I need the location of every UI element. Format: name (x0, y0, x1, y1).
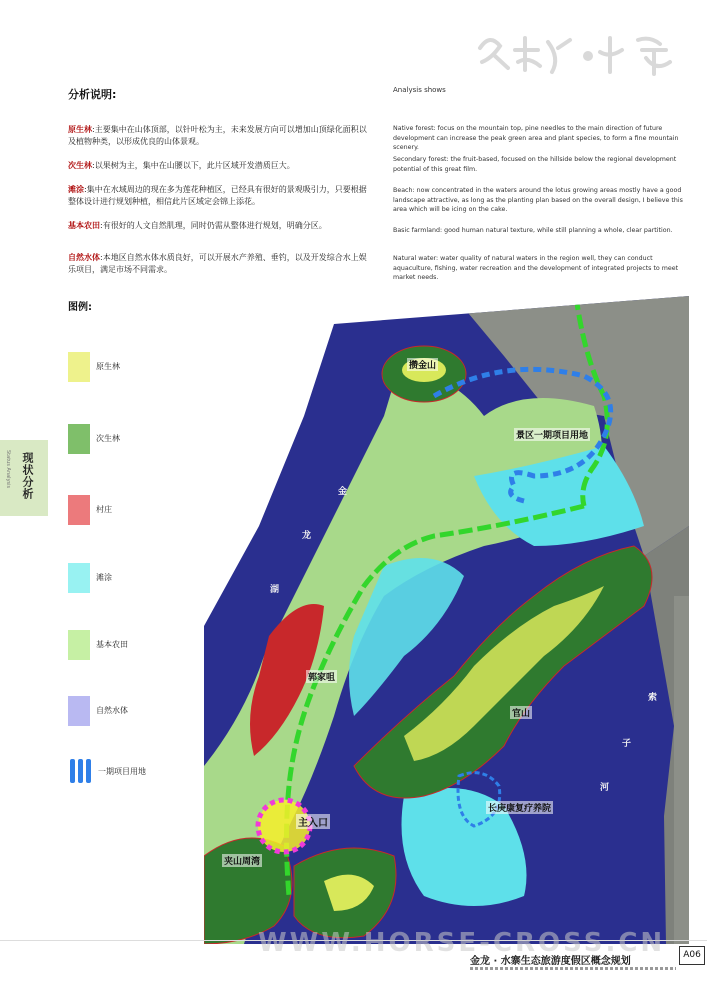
page-number: A06 (679, 946, 705, 965)
cn-term: 原生林 (68, 125, 92, 134)
cn-term: 基本农田 (68, 221, 100, 230)
analysis-heading-en: Analysis shows (393, 86, 446, 94)
lake-label-char: 湖 (270, 585, 280, 595)
river-label-char: 子 (622, 739, 632, 749)
map-label-jiashanzhouwan: 夹山周湾 (222, 854, 262, 867)
river-label-char: 河 (600, 783, 610, 793)
legend-label: 一期项目用地 (98, 767, 146, 776)
cn-term: 次生林 (68, 161, 92, 170)
legend-item-native-forest (68, 352, 178, 382)
map-label-changgeng: 长庚康复疗养院 (486, 801, 553, 814)
legend-item-natural-water (68, 696, 178, 726)
calligraphy-logo (470, 28, 700, 78)
en-item-native-forest: Native forest: focus on the mountain top, pine needles to the main direction of future development can increase the peak green area and plant species, to form a fine mountain scenery. (393, 125, 679, 151)
section-tab (0, 440, 48, 516)
cn-term: 滩涂 (68, 185, 84, 194)
map-label-main-entrance: 主入口 (296, 814, 330, 829)
legend-label: 村庄 (96, 505, 112, 514)
cn-item-secondary-forest (68, 160, 373, 172)
cn-item-farmland (68, 220, 373, 232)
map-graphic (204, 296, 689, 944)
cn-text: :以果树为主，集中在山腰以下，此片区域开发潜质巨大。 (92, 161, 295, 170)
legend-swatch (68, 495, 90, 525)
lake-label-char: 金 (338, 487, 348, 497)
legend-label: 滩涂 (96, 573, 112, 582)
legend-swatch (68, 757, 94, 785)
analysis-heading-cn: 分析说明: (68, 88, 117, 101)
legend-item-phase1-land (68, 757, 178, 787)
section-tab-en: Status Analysis (5, 450, 11, 489)
legend-item-secondary-forest (68, 424, 178, 454)
cn-text: :有很好的人文自然肌理，同时仍需从整体进行规划，明确分区。 (100, 221, 327, 230)
en-item-secondary-forest: Secondary forest: the fruit-based, focused on the hillside below the regional development potential of this great film. (393, 156, 677, 173)
cn-item-natural-water (68, 252, 373, 276)
map-label-guojiaju: 郭家咀 (306, 670, 337, 683)
footer-project-title: 金龙 · 水寨生态旅游度假区概念规划 (470, 956, 631, 967)
en-item-natural-water: Natural water: water quality of natural waters in the region well, they can conduct aquaculture, fishing, water recreation and the development of integrated projects to meet market needs. (393, 255, 679, 281)
watermark: WWW.HORSE-CROSS.CN (258, 928, 666, 958)
en-item-farmland: Basic farmland: good human natural texture, while still planning a whole, clear partition. (393, 227, 673, 234)
site-analysis-map (204, 296, 689, 944)
river-label-char: 索 (648, 693, 658, 703)
legend-swatch (68, 352, 90, 382)
legend-item-beach (68, 563, 178, 593)
legend-label: 次生林 (96, 434, 120, 443)
cn-item-beach (68, 184, 373, 208)
legend-label: 原生林 (96, 362, 120, 371)
cn-term: 自然水体 (68, 253, 100, 262)
cn-text: :本地区自然水体水质良好，可以开展水产养殖、垂钓，以及开发综合水上娱乐项目，满足市场不同需求。 (68, 253, 367, 274)
cn-text: :集中在水域周边的现在多为莲花种植区，已经具有很好的景观吸引力，只要根据整体设计进行规划种植，相信此片区域定会锦上添花。 (68, 185, 367, 206)
legend-item-farmland (68, 630, 178, 660)
en-item-beach: Beach: now concentrated in the waters around the lotus growing areas mostly have a good landscape attractive, as long as the planting plan based on the overall design, I believe this area which will be icing on the cake. (393, 187, 683, 213)
section-tab-cn: 现状分析 (21, 452, 34, 500)
legend-swatch (68, 424, 90, 454)
legend-swatch (68, 630, 90, 660)
lake-label-char: 龙 (302, 531, 312, 541)
map-label-zanjinshan: 攒金山 (407, 358, 438, 371)
footer-decorative-bar (470, 967, 676, 970)
legend-title: 图例: (68, 302, 92, 313)
legend-swatch (68, 563, 90, 593)
cn-text: :主要集中在山体顶部，以针叶松为主，未来发展方向可以增加山顶绿化面积以及植物种类，以形成优良的山体景观。 (68, 125, 367, 146)
legend-label: 基本农田 (96, 640, 128, 649)
legend-item-village (68, 495, 178, 525)
map-label-guanshan: 官山 (510, 706, 532, 719)
cn-item-native-forest (68, 124, 373, 148)
legend-label: 自然水体 (96, 706, 128, 715)
legend-swatch (68, 696, 90, 726)
map-label-scenic-phase1: 景区一期项目用地 (514, 428, 590, 441)
